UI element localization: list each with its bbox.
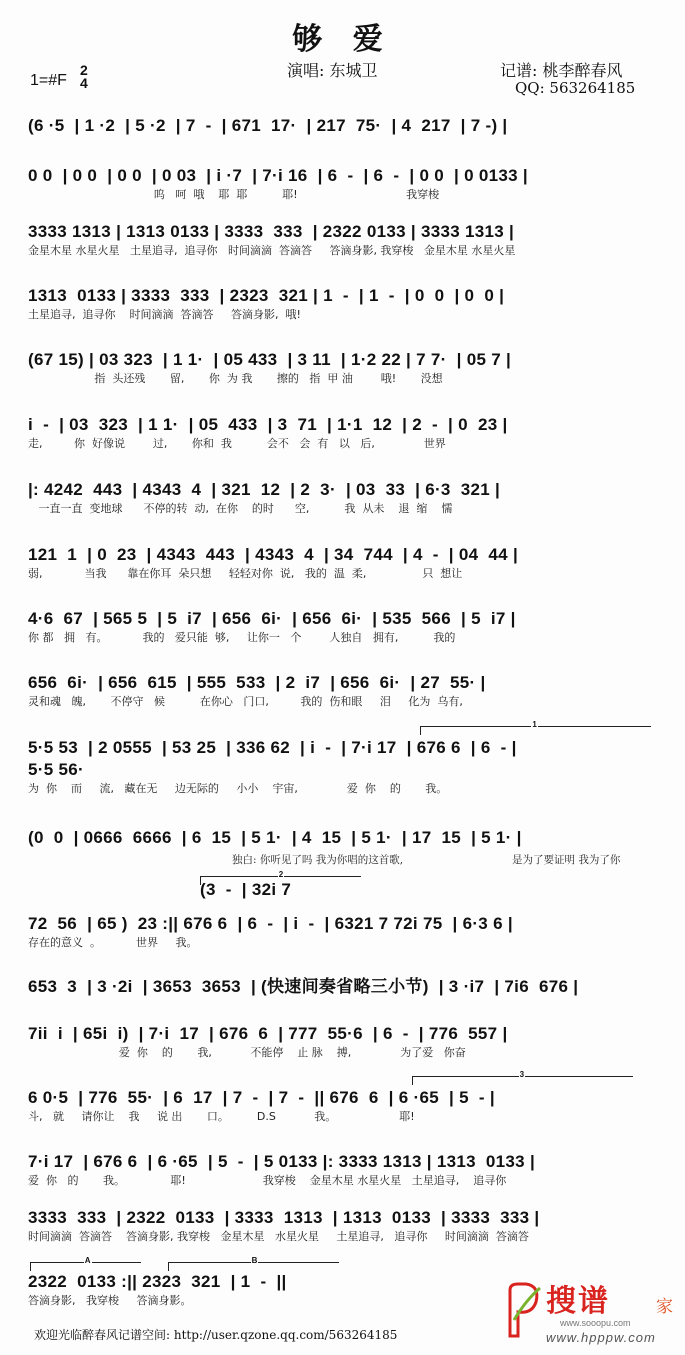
lyrics-line: 时间滴滴 答滴答 答滴身影, 我穿梭 金星木星 水星火星 土星追寻, 追寻你 时间滴滴 答滴答: [28, 1230, 529, 1243]
singer-credit: 演唱: 东城卫: [287, 61, 378, 80]
lyrics-line: 为 你 而 流, 藏在无 边无际的 小小 宇宙, 爱 你 的 我。: [28, 782, 448, 795]
song-title: 够 爱: [292, 22, 393, 57]
notation-line: 653 3 | 3 ·2i | 3653 3653 | (快速间奏省略三小节) | 3 ·i7 | 7i6 676 |: [28, 977, 579, 996]
lyrics-line: 爱 你 的 我, 不能停 止 脉 搏, 为了爱 你奋: [28, 1046, 466, 1059]
notation-line: 5·5 53 | 2 0555 | 53 25 | 336 62 | i - | 7·i 17 | 676 6 | 6 - |: [28, 738, 517, 757]
notation-line: 3333 333 | 2322 0133 | 3333 1313 | 1313 0133 | 3333 333 |: [28, 1208, 540, 1227]
notation-line: 0 0 | 0 0 | 0 0 | 0 03 | i ·7 | 7·i 16 | 6 - | 6 - | 0 0 | 0 0133 |: [28, 166, 528, 185]
volta-a: [30, 1256, 141, 1271]
lyrics-line: 答滴身影, 我穿梭 答滴身影。: [28, 1294, 192, 1307]
score-system-15: [28, 1024, 660, 1060]
spoken-dialogue-left: 独白: 你听见了吗 我为你唱的这首歌,: [232, 854, 404, 866]
volta-b: [168, 1256, 339, 1271]
score-system-4: [28, 286, 660, 322]
notation-line: 72 56 | 65 ) 23 :|| 676 6 | 6 - | i - | 6321 7 72i 75 | 6·3 6 |: [28, 914, 513, 933]
score-system-2: [28, 166, 660, 202]
notation-line: 7ii i | 65i i) | 7·i 17 | 676 6 | 777 55·6 | 6 - | 776 557 |: [28, 1024, 508, 1043]
score-system-5: [28, 350, 660, 386]
notation-line: 3333 1313 | 1313 0133 | 3333 333 | 2322 0133 | 3333 1313 |: [28, 222, 515, 241]
lyrics-line: 弱, 当我 靠在你耳 朵只想 轻轻对你 说, 我的 温 柔, 只 想让: [28, 567, 463, 580]
score-system-12: [28, 828, 660, 850]
score-system-6: [28, 415, 660, 451]
score-system-17: [28, 1152, 660, 1188]
lyrics-line: 土星追寻, 追寻你 时间滴滴 答滴答 答滴身影, 哦!: [28, 308, 301, 321]
logo-url-small: www.sooopu.com: [560, 1318, 631, 1328]
logo-text: 搜谱: [546, 1284, 610, 1319]
lyrics-line: 爱 你 的 我。 耶! 我穿梭 金星木星 水星火星 土星追寻, 追寻你: [28, 1174, 507, 1187]
notation-line: |: 4242 443 | 4343 4 | 321 12 | 2 3· | 03 33 | 6·3 321 |: [28, 480, 501, 499]
time-signature: [80, 64, 88, 90]
spoken-dialogue-right: 是为了要证明 我为了你: [512, 854, 621, 866]
logo-text-jia: 家: [656, 1297, 673, 1317]
lyrics-line: 一直一直 变地球 不停的转 动, 在你 的时 空, 我 从未 退 缩 懦: [28, 502, 453, 515]
site-logo[interactable]: [506, 1272, 676, 1348]
score-system-3: [28, 222, 660, 258]
notation-line: (6 ·5 | 1 ·2 | 5 ·2 | 7 - | 671 17· | 217 75· | 4 217 | 7 -) |: [28, 116, 508, 135]
lyrics-line: 指 头还残 留, 你 为 我 擦的 指 甲 油 哦! 没想: [28, 372, 443, 385]
notation-line: 7·i 17 | 676 6 | 6 ·65 | 5 - | 5 0133 |: 3333 1313 | 1313 0133 |: [28, 1152, 536, 1171]
volta-a-label: A: [84, 1256, 91, 1265]
score-system-10: [28, 673, 660, 709]
notation-line: 2322 0133 :|| 2323 321 | 1 - ||: [28, 1272, 287, 1291]
volta-label: 1: [532, 720, 537, 729]
notation-line: (0 0 | 0666 6666 | 6 15 | 5 1· | 4 15 | 5 1· | 17 15 | 5 1· |: [28, 828, 522, 847]
qq-number: QQ: 563264185: [515, 79, 636, 97]
logo-url-big: www.hpppw.com: [546, 1330, 656, 1345]
score-system-14: [28, 977, 660, 999]
volta-label: 2: [278, 870, 284, 879]
notation-line: 656 6i· | 656 615 | 555 533 | 2 i7 | 656 6i· | 27 55· |: [28, 673, 486, 692]
logo-mark-icon: [506, 1280, 542, 1338]
notation-line: 4·6 67 | 565 5 | 5 i7 | 656 6i· | 656 6i· | 535 566 | 5 i7 |: [28, 609, 516, 628]
notation-line-alt: 5·5 56·: [28, 760, 84, 779]
notation-line: 1313 0133 | 3333 333 | 2323 321 | 1 - | 1 - | 0 0 | 0 0 |: [28, 286, 505, 305]
score-system-7: [28, 480, 660, 516]
score-system-8: [28, 545, 660, 581]
lyrics-line: 斗, 就 请你让 我 说 出 口。 D.S 我。 耶!: [28, 1110, 415, 1123]
notator-credit: 记谱: 桃李醉春风: [500, 61, 623, 80]
meter-bottom: 4: [80, 75, 88, 91]
lyrics-line: 金星木星 水星火星 土星追寻, 追寻你 时间滴滴 答滴答 答滴身影, 我穿梭 金星木星 水星火星: [28, 244, 516, 257]
triplet-bracket: [412, 1070, 633, 1085]
score-system-11: [28, 738, 660, 796]
notation-line: 121 1 | 0 23 | 4343 443 | 4343 4 | 34 744 | 4 - | 04 44 |: [28, 545, 519, 564]
lyrics-line: 灵和魂 魄, 不停守 候 在你心 门口, 我的 伤和眼 泪 化为 乌有,: [28, 695, 463, 708]
score-system-1: [28, 116, 660, 138]
score-system-9: [28, 609, 660, 645]
volta-first-ending: [420, 720, 651, 735]
lyrics-line: 你 都 拥 有。 我的 爱只能 够, 让你一 个 人独自 拥有, 我的: [28, 631, 456, 644]
meter-top: 2: [80, 62, 88, 78]
lyrics-line: 存在的意义 。 世界 我。: [28, 936, 198, 949]
lyrics-line: 走, 你 好像说 过, 你和 我 会不 会 有 以 后, 世界: [28, 437, 446, 450]
score-system-16: [28, 1088, 660, 1124]
notation-line: (67 15) | 03 323 | 1 1· | 05 433 | 3 11 | 1·2 22 | 7 7· | 05 7 |: [28, 350, 512, 369]
lyrics-line: 呜 呵 哦 耶 耶 耶! 我穿梭: [28, 188, 440, 201]
notation-line: i - | 03 323 | 1 1· | 05 433 | 3 71 | 1·1 12 | 2 - | 0 23 |: [28, 415, 508, 434]
notation-line: 6 0·5 | 776 55· | 6 17 | 7 - | 7 - || 676 6 | 6 ·65 | 5 - |: [28, 1088, 495, 1107]
triplet-label: 3: [519, 1070, 525, 1079]
key-signature: 1=#F: [30, 72, 67, 89]
notation-line: (3 - | 32i 7: [200, 880, 292, 899]
score-system-18: [28, 1208, 660, 1244]
tuplet-line: [200, 880, 400, 902]
footer-credit: 欢迎光临醉春风记谱空间: http://user.qzone.qq.com/563264185: [34, 1328, 398, 1342]
volta-b-label: B: [251, 1256, 258, 1265]
score-system-13: [28, 914, 660, 950]
